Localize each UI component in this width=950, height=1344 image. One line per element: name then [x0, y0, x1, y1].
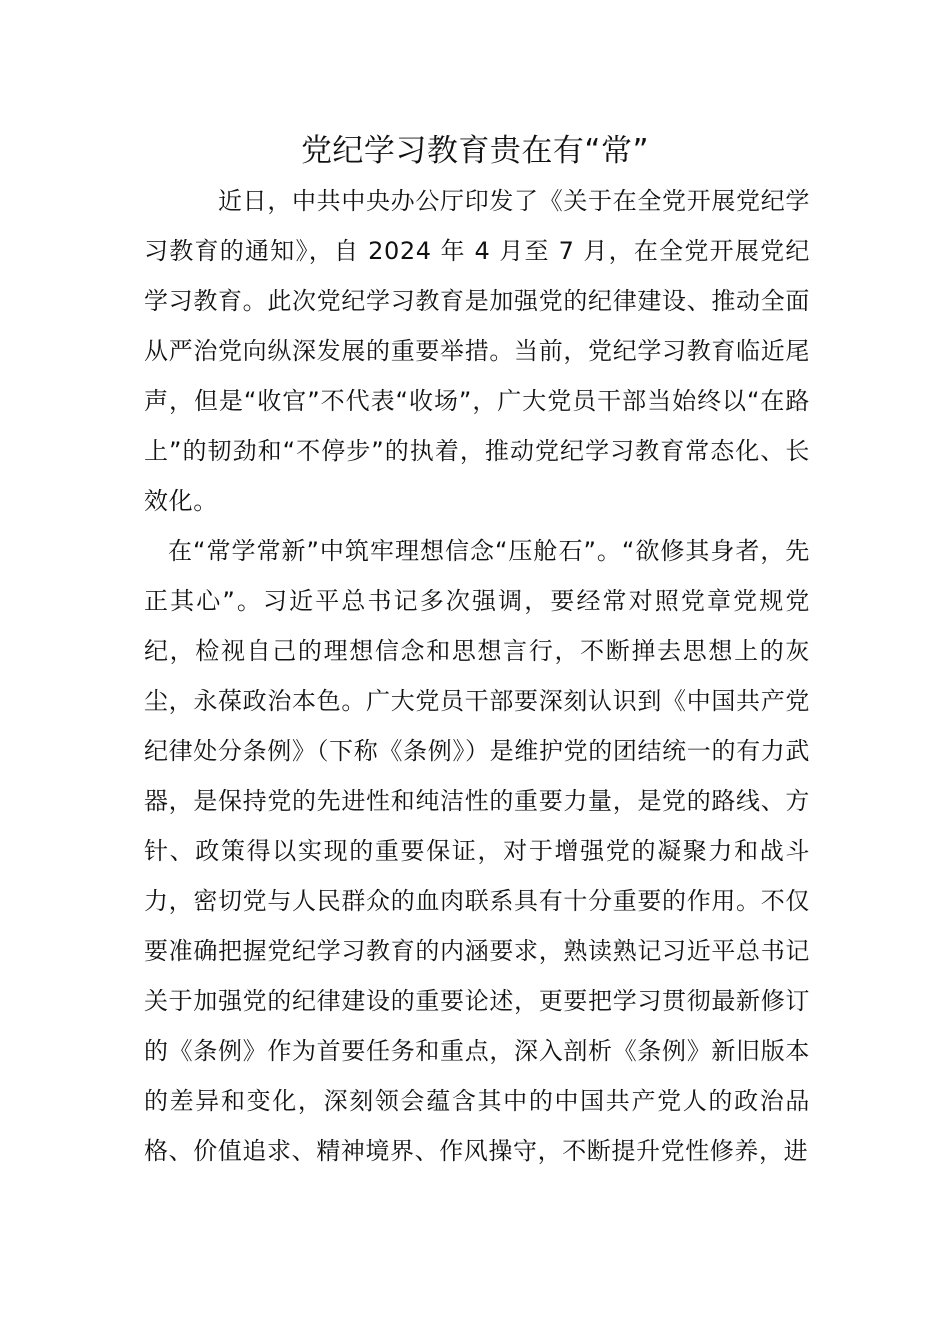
paragraph-intro: 近日，中共中央办公厅印发了《关于在全党开展党纪学习教育的通知》，自 2024 年 4 月至 7 月，在全党开展党纪学习教育。此次党纪学习教育是加强党的纪律建设、推动全面从严治党向纵深发展的重要举措。当前，党纪学习教育临近尾声，但是“收官”不代表“收场”，广大党员干部当始终以“在路上”的韧劲和“不停步”的执着，推动党纪学习教育常态化、长效化。	[144, 187, 810, 515]
paragraph-ideals: 在“常学常新”中筑牢理想信念“压舱石”。“欲修其身者，先正其心”。习近平总书记多次强调，要经常对照党章党规党纪，检视自己的理想信念和思想言行，不断掸去思想上的灰尘，永葆政治本色。广大党员干部要深刻认识到《中国共产党纪律处分条例》（下称《条例》）是维护党的团结统一的有力武器，是保持党的先进性和纯洁性的重要力量，是党的路线、方针、政策得以实现的重要保证，对于增强党的凝聚力和战斗力，密切党与人民群众的血肉联系具有十分重要的作用。不仅要准确把握党纪学习教育的内涵要求，熟读熟记习近平总书记关于加强党的纪律建设的重要论述，更要把学习贯彻最新修订的《条例》作为首要任务和重点，深入剖析《条例》新旧版本的差异和变化，深刻领会蕴含其中的中国共产党人的政治品格、价值追求、精神境界、作风操守，不断提升党性修养，进	[144, 537, 810, 1165]
document-title: 党纪学习教育贵在有“常”	[300, 133, 650, 169]
